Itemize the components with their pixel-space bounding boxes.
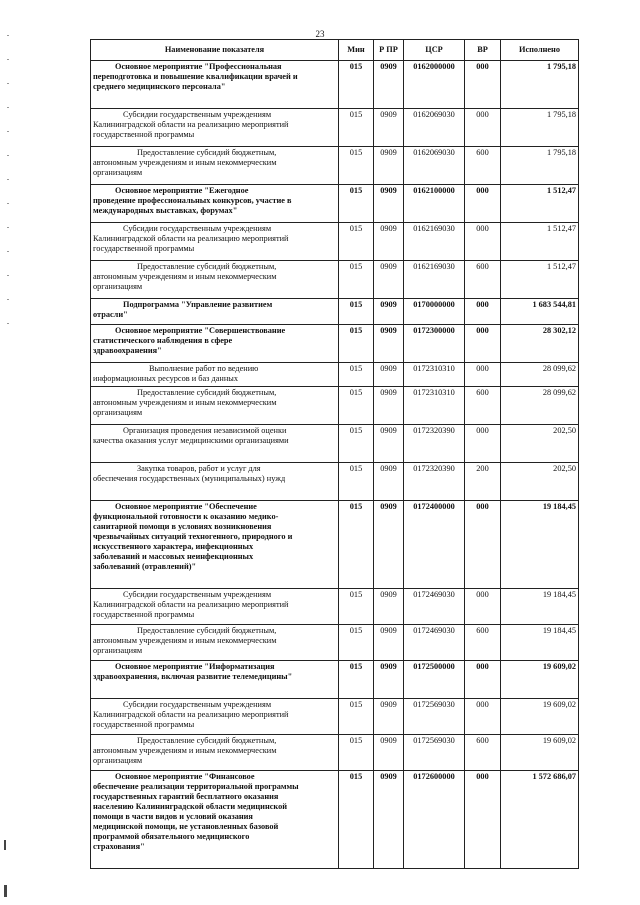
cell-vr: 000	[465, 425, 501, 463]
table-row	[91, 223, 579, 261]
cell-rpr: 0909	[374, 735, 404, 771]
cell-executed: 202,50	[501, 425, 579, 463]
cell-min: 015	[339, 299, 374, 325]
cell-rpr: 0909	[374, 589, 404, 625]
cell-min: 015	[339, 363, 374, 387]
cell-csr: 0172469030	[404, 625, 465, 661]
cell-min: 015	[339, 425, 374, 463]
cell-csr: 0172320390	[404, 425, 465, 463]
cell-name: Организация проведения независимой оценки качества оказания услуг медицинскими организациями	[91, 425, 339, 463]
cell-min: 015	[339, 625, 374, 661]
cell-executed: 1 795,18	[501, 61, 579, 109]
cell-min: 015	[339, 223, 374, 261]
cell-name: Предоставление субсидий бюджетным, автономным учреждениям и иным некоммерческим организациям	[91, 147, 339, 185]
cell-min: 015	[339, 147, 374, 185]
table-row	[91, 299, 579, 325]
cell-min: 015	[339, 501, 374, 589]
cell-rpr: 0909	[374, 61, 404, 109]
table-body	[91, 61, 579, 869]
table-row	[91, 147, 579, 185]
cell-vr: 000	[465, 223, 501, 261]
cell-executed: 19 609,02	[501, 735, 579, 771]
cell-name: Основное мероприятие "Финансовое обеспечение реализации территориальной программы государственных гарантий бесплатного оказания населению Калининградской области медицинской помощи в части видов и условий оказания медицинской помощи, не установленных базовой программой обязательного медицинского страхования"	[91, 771, 339, 869]
cell-name: Закупка товаров, работ и услуг для обеспечения государственных (муниципальных) нужд	[91, 463, 339, 501]
cell-executed: 202,50	[501, 463, 579, 501]
cell-name: Субсидии государственным учреждениям Калининградской области на реализацию мероприятий государственной программы	[91, 223, 339, 261]
cell-executed: 1 512,47	[501, 261, 579, 299]
table-row	[91, 501, 579, 589]
table-row	[91, 589, 579, 625]
table-row	[91, 363, 579, 387]
header-csr: ЦСР	[404, 40, 465, 61]
cell-executed: 19 609,02	[501, 699, 579, 735]
table-row	[91, 109, 579, 147]
cell-csr: 0172469030	[404, 589, 465, 625]
cell-executed: 19 184,45	[501, 589, 579, 625]
header-rpr: Р ПР	[374, 40, 404, 61]
table-row	[91, 463, 579, 501]
margin-dots	[7, 35, 9, 335]
table-row	[91, 625, 579, 661]
cell-rpr: 0909	[374, 299, 404, 325]
cell-csr: 0162069030	[404, 147, 465, 185]
cell-rpr: 0909	[374, 325, 404, 363]
cell-min: 015	[339, 771, 374, 869]
cell-rpr: 0909	[374, 185, 404, 223]
cell-csr: 0172310310	[404, 387, 465, 425]
cell-vr: 000	[465, 661, 501, 699]
cell-name: Основное мероприятие "Обеспечение функциональной готовности к оказанию медико- санитарной помощи в условиях возникновения чрезвычайных ситуаций техногенного, природного и искусственного характера, инфекционных заболеваний и массовых неинфекционных заболеваний (отравлений)"	[91, 501, 339, 589]
cell-executed: 28 099,62	[501, 387, 579, 425]
cell-executed: 1 795,18	[501, 147, 579, 185]
cell-rpr: 0909	[374, 147, 404, 185]
cell-name: Выполнение работ по ведению информационных ресурсов и баз данных	[91, 363, 339, 387]
cell-csr: 0162169030	[404, 261, 465, 299]
table-row	[91, 387, 579, 425]
margin-mark	[4, 840, 6, 850]
cell-vr: 000	[465, 325, 501, 363]
cell-min: 015	[339, 735, 374, 771]
cell-min: 015	[339, 185, 374, 223]
cell-rpr: 0909	[374, 223, 404, 261]
cell-name: Подпрограмма "Управление развитием отрасли"	[91, 299, 339, 325]
table-row	[91, 735, 579, 771]
cell-csr: 0172320390	[404, 463, 465, 501]
header-vr: ВР	[465, 40, 501, 61]
budget-table	[90, 39, 579, 869]
cell-name: Основное мероприятие "Совершенствование статистического наблюдения в сфере здравоохранения"	[91, 325, 339, 363]
cell-vr: 000	[465, 589, 501, 625]
cell-name: Основное мероприятие "Информатизация здравоохранения, включая развитие телемедицины"	[91, 661, 339, 699]
margin-mark	[4, 885, 7, 897]
cell-rpr: 0909	[374, 387, 404, 425]
cell-executed: 19 184,45	[501, 501, 579, 589]
cell-rpr: 0909	[374, 771, 404, 869]
cell-name: Предоставление субсидий бюджетным, автономным учреждениям и иным некоммерческим организациям	[91, 387, 339, 425]
cell-vr: 600	[465, 387, 501, 425]
cell-rpr: 0909	[374, 463, 404, 501]
cell-csr: 0172569030	[404, 699, 465, 735]
header-name: Наименование показателя	[91, 40, 339, 61]
table-row	[91, 771, 579, 869]
cell-rpr: 0909	[374, 661, 404, 699]
cell-executed: 1 683 544,81	[501, 299, 579, 325]
cell-csr: 0172600000	[404, 771, 465, 869]
cell-rpr: 0909	[374, 625, 404, 661]
table-row	[91, 261, 579, 299]
table-row	[91, 185, 579, 223]
cell-vr: 000	[465, 501, 501, 589]
cell-csr: 0172310310	[404, 363, 465, 387]
table-row	[91, 61, 579, 109]
cell-min: 015	[339, 325, 374, 363]
cell-executed: 1 512,47	[501, 223, 579, 261]
cell-rpr: 0909	[374, 425, 404, 463]
cell-vr: 000	[465, 299, 501, 325]
cell-name: Основное мероприятие "Ежегодное проведение профессиональных конкурсов, участие в международных выставках, форумах"	[91, 185, 339, 223]
cell-rpr: 0909	[374, 109, 404, 147]
table-row	[91, 425, 579, 463]
cell-executed: 1 795,18	[501, 109, 579, 147]
cell-vr: 000	[465, 771, 501, 869]
cell-vr: 600	[465, 147, 501, 185]
cell-vr: 200	[465, 463, 501, 501]
cell-vr: 600	[465, 261, 501, 299]
cell-csr: 0172400000	[404, 501, 465, 589]
cell-vr: 000	[465, 61, 501, 109]
cell-rpr: 0909	[374, 699, 404, 735]
table-header-row	[91, 40, 579, 61]
header-min: Мин	[339, 40, 374, 61]
cell-min: 015	[339, 699, 374, 735]
cell-name: Основное мероприятие "Профессиональная переподготовка и повышение квалификации врачей и среднего медицинского персонала"	[91, 61, 339, 109]
cell-min: 015	[339, 661, 374, 699]
cell-csr: 0172500000	[404, 661, 465, 699]
cell-min: 015	[339, 589, 374, 625]
table-row	[91, 325, 579, 363]
cell-vr: 000	[465, 363, 501, 387]
cell-executed: 1 572 686,07	[501, 771, 579, 869]
cell-executed: 28 099,62	[501, 363, 579, 387]
header-executed: Исполнено	[501, 40, 579, 61]
table-row	[91, 661, 579, 699]
cell-executed: 1 512,47	[501, 185, 579, 223]
page-number: 23	[315, 29, 325, 39]
table-row	[91, 699, 579, 735]
cell-name: Предоставление субсидий бюджетным, автономным учреждениям и иным некоммерческим организациям	[91, 261, 339, 299]
cell-name: Предоставление субсидий бюджетным, автономным учреждениям и иным некоммерческим организациям	[91, 735, 339, 771]
cell-name: Субсидии государственным учреждениям Калининградской области на реализацию мероприятий государственной программы	[91, 699, 339, 735]
cell-vr: 600	[465, 735, 501, 771]
cell-csr: 0162069030	[404, 109, 465, 147]
cell-rpr: 0909	[374, 501, 404, 589]
cell-vr: 600	[465, 625, 501, 661]
cell-vr: 000	[465, 109, 501, 147]
cell-name: Субсидии государственным учреждениям Калининградской области на реализацию мероприятий государственной программы	[91, 589, 339, 625]
cell-name: Субсидии государственным учреждениям Калининградской области на реализацию мероприятий государственной программы	[91, 109, 339, 147]
cell-vr: 000	[465, 699, 501, 735]
cell-executed: 28 302,12	[501, 325, 579, 363]
cell-csr: 0162169030	[404, 223, 465, 261]
cell-name: Предоставление субсидий бюджетным, автономным учреждениям и иным некоммерческим организациям	[91, 625, 339, 661]
cell-rpr: 0909	[374, 363, 404, 387]
cell-csr: 0162000000	[404, 61, 465, 109]
cell-executed: 19 609,02	[501, 661, 579, 699]
cell-rpr: 0909	[374, 261, 404, 299]
cell-vr: 000	[465, 185, 501, 223]
cell-min: 015	[339, 109, 374, 147]
cell-min: 015	[339, 261, 374, 299]
cell-csr: 0170000000	[404, 299, 465, 325]
cell-min: 015	[339, 463, 374, 501]
cell-csr: 0162100000	[404, 185, 465, 223]
cell-csr: 0172569030	[404, 735, 465, 771]
cell-csr: 0172300000	[404, 325, 465, 363]
cell-min: 015	[339, 387, 374, 425]
cell-executed: 19 184,45	[501, 625, 579, 661]
cell-min: 015	[339, 61, 374, 109]
